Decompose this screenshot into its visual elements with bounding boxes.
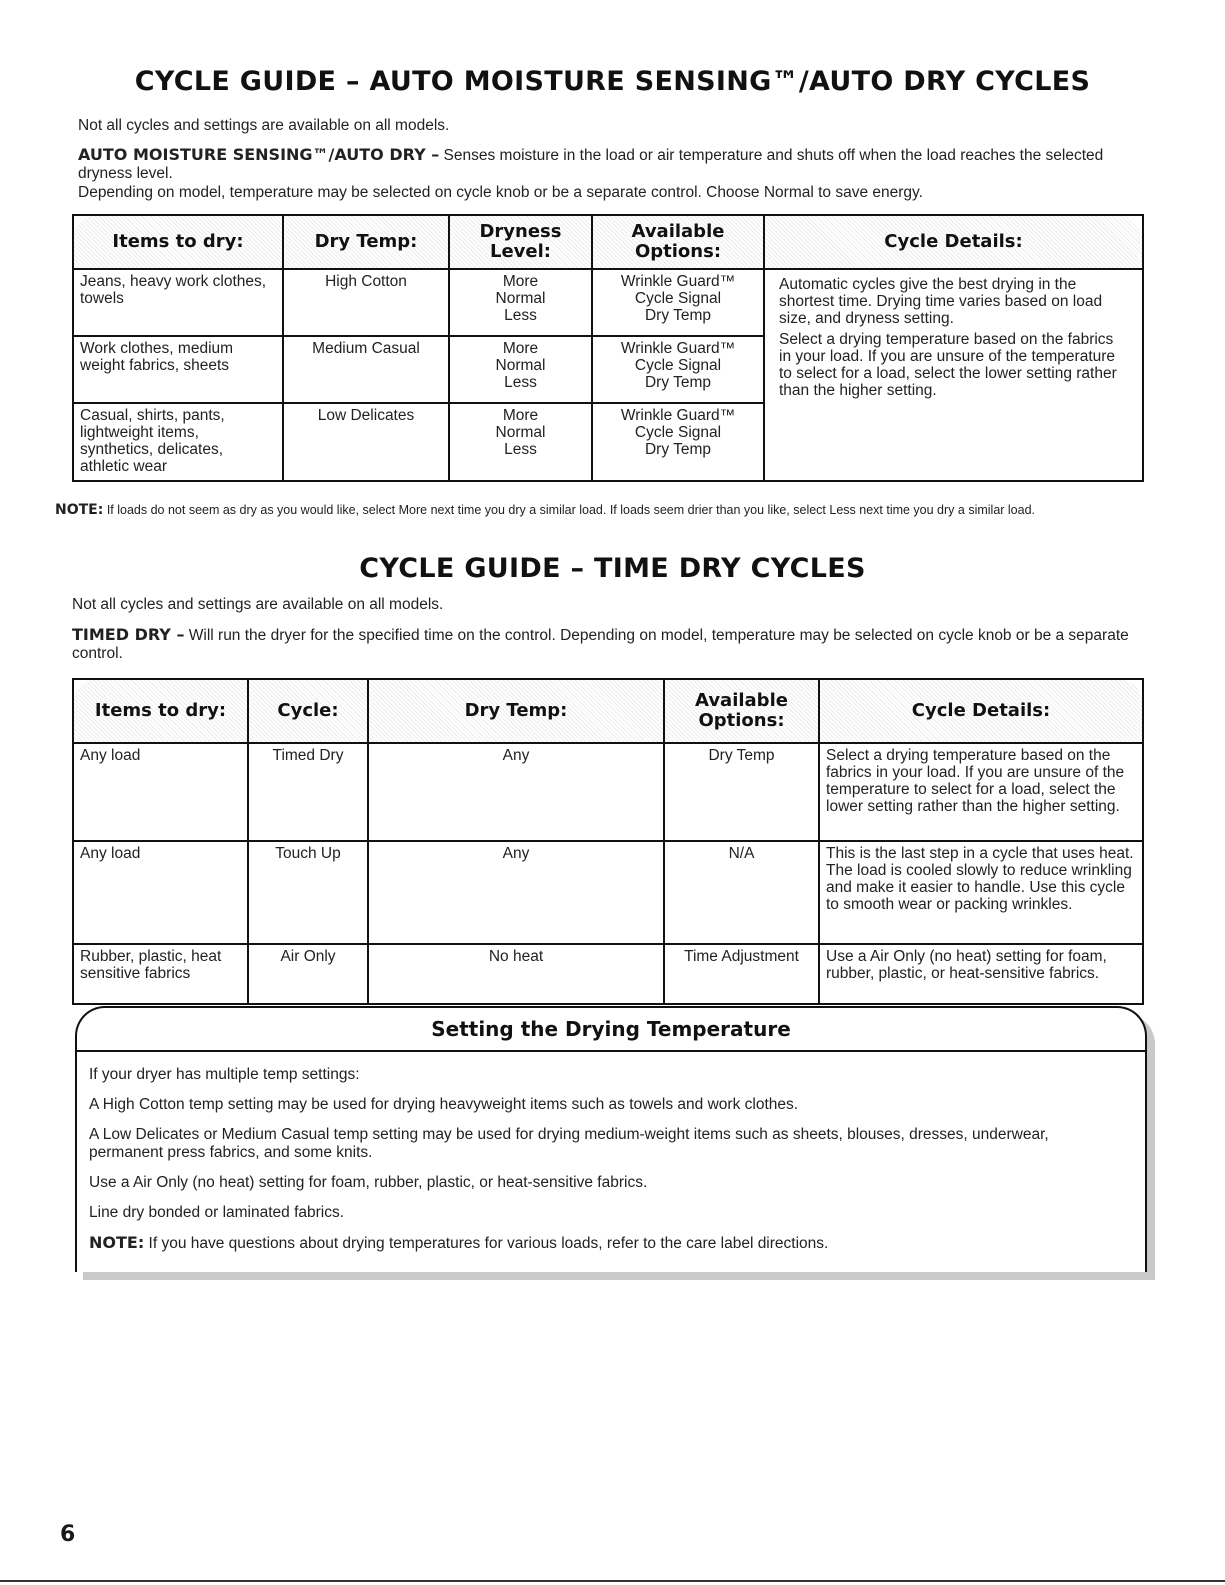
options-cell: Dry Temp (664, 743, 819, 841)
box-line: Line dry bonded or laminated fabrics. (89, 1204, 345, 1221)
note-label: NOTE: (89, 1233, 145, 1252)
box-line: A Low Delicates or Medium Casual temp setting may be used for drying medium-weight items such as sheets, blouses, dresses, underwear, permanent press fabrics, and some knits. (89, 1126, 1049, 1161)
items-cell: Casual, shirts, pants, lightweight items, synthetics, delicates, athletic wear (73, 403, 283, 481)
options-cell: Wrinkle Guard™ Cycle Signal Dry Temp (592, 269, 764, 336)
time-dry-guide-title: CYCLE GUIDE – TIME DRY CYCLES (359, 553, 866, 584)
page-bottom-rule (0, 1580, 1225, 1582)
temp-cell: Any (368, 743, 664, 841)
options-cell: Wrinkle Guard™ Cycle Signal Dry Temp (592, 336, 764, 403)
timed-dry-text: Will run the dryer for the specified time on the control. Depending on model, temperature may be selected on cycle knob or be a separate control. (72, 627, 1129, 662)
box-line: Use a Air Only (no heat) setting for foam, rubber, plastic, or heat-sensitive fabrics. (89, 1174, 648, 1191)
items-cell: Any load (73, 743, 248, 841)
table-row (73, 269, 1143, 336)
box-line: If your dryer has multiple temp settings: (89, 1066, 360, 1083)
timed-dry-label: TIMED DRY – (72, 625, 185, 644)
header-items-to-dry: Items to dry: (73, 679, 248, 743)
cycle-cell: Timed Dry (248, 743, 368, 841)
details-cell: Select a drying temperature based on the fabrics in your load. If you are unsure of the temperature to select for a load, select the lower setting rather than the higher setting. (819, 743, 1143, 841)
items-cell: Rubber, plastic, heat sensitive fabrics (73, 944, 248, 1004)
dryness-cell: More Normal Less (449, 336, 592, 403)
header-cycle-details: Cycle Details: (764, 215, 1143, 269)
details-paragraph: Select a drying temperature based on the fabrics in your load. If you are unsure of the temperature to select for a load, select the lower setting rather than the higher setting. (779, 331, 1117, 399)
temp-cell: High Cotton (283, 269, 449, 336)
box-note (89, 1234, 828, 1253)
options-cell: Wrinkle Guard™ Cycle Signal Dry Temp (592, 403, 764, 481)
note-text: If loads do not seem as dry as you would like, select More next time you dry a similar load. If loads seem drier than you like, select Less next time you dry a similar load. (103, 503, 1036, 517)
header-cycle: Cycle: (248, 679, 368, 743)
table-row (73, 841, 1143, 944)
options-cell: N/A (664, 841, 819, 944)
items-cell: Jeans, heavy work clothes, towels (73, 269, 283, 336)
dryness-note (55, 502, 1135, 519)
page-number: 6 (60, 1522, 76, 1547)
availability-note: Not all cycles and settings are available on all models. (72, 596, 444, 613)
cycle-cell: Air Only (248, 944, 368, 1004)
temp-cell: No heat (368, 944, 664, 1004)
items-cell: Any load (73, 841, 248, 944)
cycle-details-cell (764, 269, 1143, 481)
details-cell: This is the last step in a cycle that uses heat. The load is cooled slowly to reduce wrinkling and make it easier to handle. Use this cycle to smooth wear or packing wrinkles. (819, 841, 1143, 944)
table-row (73, 743, 1143, 841)
auto-dry-text: Senses moisture in the load or air temperature and shuts off when the load reaches the selected dryness level. (78, 147, 1104, 182)
header-available-options: Available Options: (592, 215, 764, 269)
header-dry-temp: Dry Temp: (283, 215, 449, 269)
temp-cell: Low Delicates (283, 403, 449, 481)
note-text: If you have questions about drying temperatures for various loads, refer to the care label directions. (144, 1235, 829, 1252)
table-row (73, 944, 1143, 1004)
drying-temperature-title: Setting the Drying Temperature (77, 1008, 1145, 1052)
header-cycle-details: Cycle Details: (819, 679, 1143, 743)
cycle-cell: Touch Up (248, 841, 368, 944)
temp-cell: Any (368, 841, 664, 944)
header-items-to-dry: Items to dry: (73, 215, 283, 269)
header-available-options: Available Options: (664, 679, 819, 743)
auto-dry-guide-title: CYCLE GUIDE – AUTO MOISTURE SENSING™/AUTO DRY CYCLES (134, 66, 1091, 97)
timed-dry-description (72, 626, 1132, 663)
box-line: A High Cotton temp setting may be used for drying heavyweight items such as towels and work clothes. (89, 1096, 799, 1113)
temperature-note: Depending on model, temperature may be selected on cycle knob or be a separate control. Choose Normal to save energy. (78, 184, 923, 201)
auto-dry-table (72, 214, 1144, 482)
note-label: NOTE: (55, 502, 104, 518)
header-dry-temp: Dry Temp: (368, 679, 664, 743)
auto-dry-label: AUTO MOISTURE SENSING™/AUTO DRY – (78, 145, 440, 164)
dryness-cell: More Normal Less (449, 403, 592, 481)
dryness-cell: More Normal Less (449, 269, 592, 336)
options-cell: Time Adjustment (664, 944, 819, 1004)
items-cell: Work clothes, medium weight fabrics, sheets (73, 336, 283, 403)
details-cell: Use a Air Only (no heat) setting for foam, rubber, plastic, or heat-sensitive fabrics. (819, 944, 1143, 1004)
availability-note: Not all cycles and settings are available on all models. (78, 117, 450, 134)
auto-dry-description (78, 146, 1138, 183)
header-dryness-level: Dryness Level: (449, 215, 592, 269)
details-paragraph: Automatic cycles give the best drying in the shortest time. Drying time varies based on load size, and dryness setting. (779, 276, 1103, 327)
temp-cell: Medium Casual (283, 336, 449, 403)
time-dry-table (72, 678, 1144, 1005)
drying-temperature-box (75, 1006, 1147, 1272)
